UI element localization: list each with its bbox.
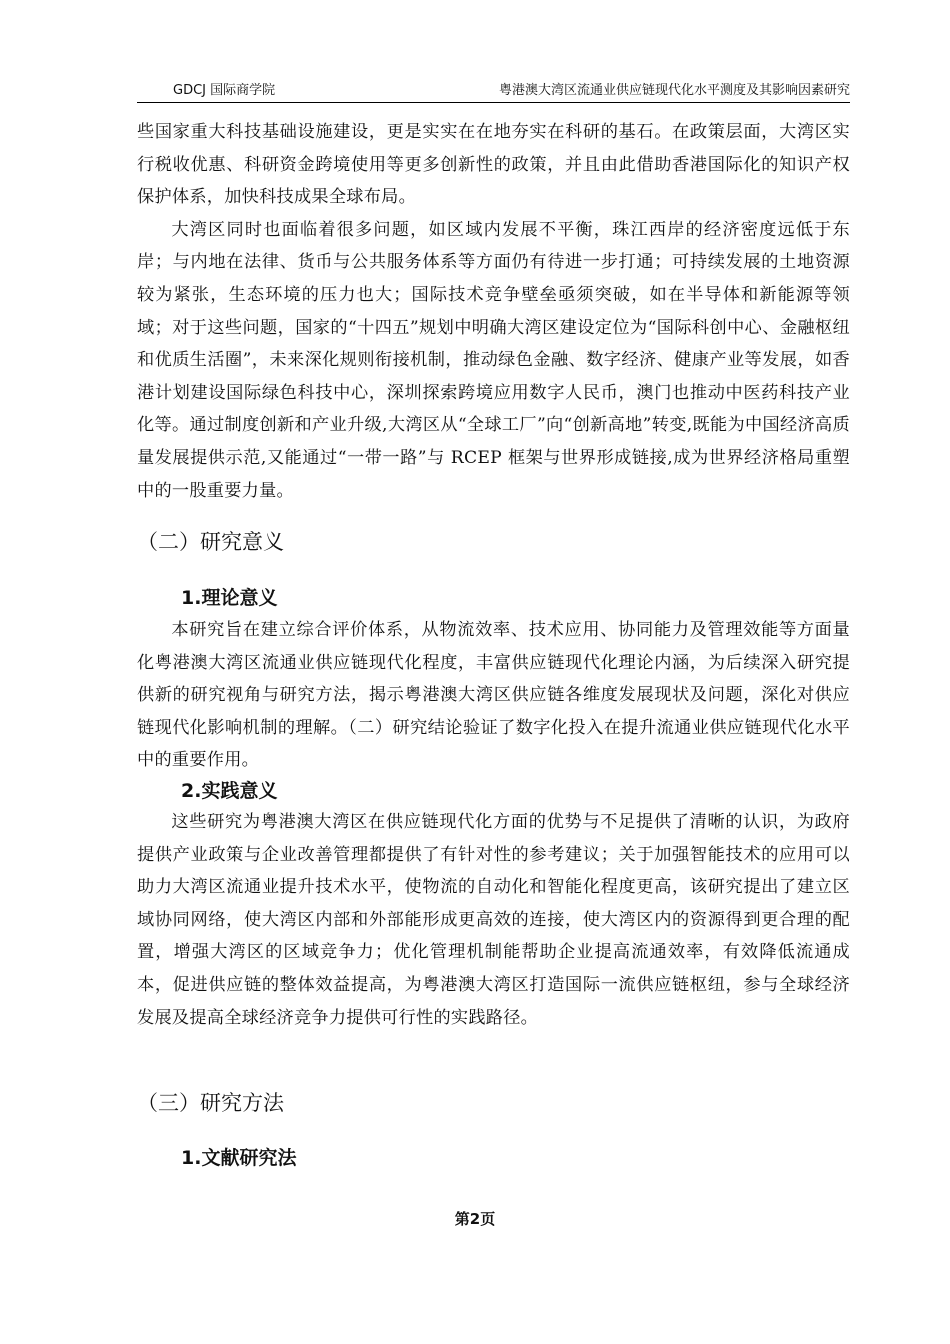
subheading-literature-research: 1.文献研究法 — [181, 1147, 297, 1169]
intro-section — [137, 116, 850, 507]
theoretical-significance-paragraph: 本研究旨在建立综合评价体系，从物流效率、技术应用、协同能力及管理效能等方面量化粤港澳大湾区流通业供应链现代化程度，丰富供应链现代化理论内涵，为后续深入研究提供新的研究视角与研究方法，揭示粤港澳大湾区供应链各维度发展现状及问题，深化对供应链现代化影响机制的理解。（二）研究结论验证了数字化投入在提升流通业供应链现代化水平中的重要作用。 — [137, 620, 850, 771]
section-heading-research-significance: （二）研究意义 — [137, 530, 284, 554]
header-right-title: 粤港澳大湾区流通业供应链现代化水平测度及其影响因素研究 — [498, 83, 850, 98]
page-header — [137, 78, 850, 103]
section-heading-research-methods: （三）研究方法 — [137, 1091, 284, 1115]
page-number: 第2页 — [454, 1210, 496, 1228]
practical-significance-paragraph: 这些研究为粤港澳大湾区在供应链现代化方面的优势与不足提供了清晰的认识，为政府提供产业政策与企业改善管理都提供了有针对性的参考建议；关于加强智能技术的应用可以助力大湾区流通业提升技术水平，使物流的自动化和智能化程度更高，该研究提出了建立区域协同网络，使大湾区内部和外部能形成更高效的连接，使大湾区内的资源得到更合理的配置，增强大湾区的区域竞争力；优化管理机制能帮助企业提高流通效率，有效降低流通成本，促进供应链的整体效益提高，为粤港澳大湾区打造国际一流供应链枢纽，参与全球经济发展及提高全球经济竞争力提供可行性的实践路径。 — [137, 812, 850, 1028]
intro-paragraph-1: 些国家重大科技基础设施建设，更是实实在在地夯实在科研的基石。在政策层面，大湾区实行税收优惠、科研资金跨境使用等更多创新性的政策，并且由此借助香港国际化的知识产权保护体系，加快科技成果全球布局。 — [137, 122, 850, 208]
intro-paragraph-2: 大湾区同时也面临着很多问题，如区域内发展不平衡，珠江西岸的经济密度远低于东岸；与内地在法律、货币与公共服务体系等方面仍有待进一步打通；可持续发展的土地资源较为紧张，生态环境的压力也大；国际技术竞争壁垒亟须突破，如在半导体和新能源等领域；对于这些问题，国家的“十四五”规划中明确大湾区建设定位为“国际科创中心、金融枢纽和优质生活圈”，未来深化规则衔接机制，推动绿色金融、数字经济、健康产业等发展，如香港计划建设国际绿色科技中心，深圳探索跨境应用数字人民币，澳门也推动中医药科技产业化等。通过制度创新和产业升级,大湾区从“全球工厂”向“创新高地”转变,既能为中国经济高质量发展提供示范,又能通过“一带一路”与 RCEP 框架与世界形成链接,成为世界经济格局重塑中的一股重要力量。 — [137, 219, 850, 501]
subheading-theoretical-significance: 1.理论意义 — [181, 587, 278, 609]
subheading-practical-significance: 2.实践意义 — [181, 780, 278, 802]
header-left-title: GDCJ 国际商学院 — [173, 83, 276, 98]
